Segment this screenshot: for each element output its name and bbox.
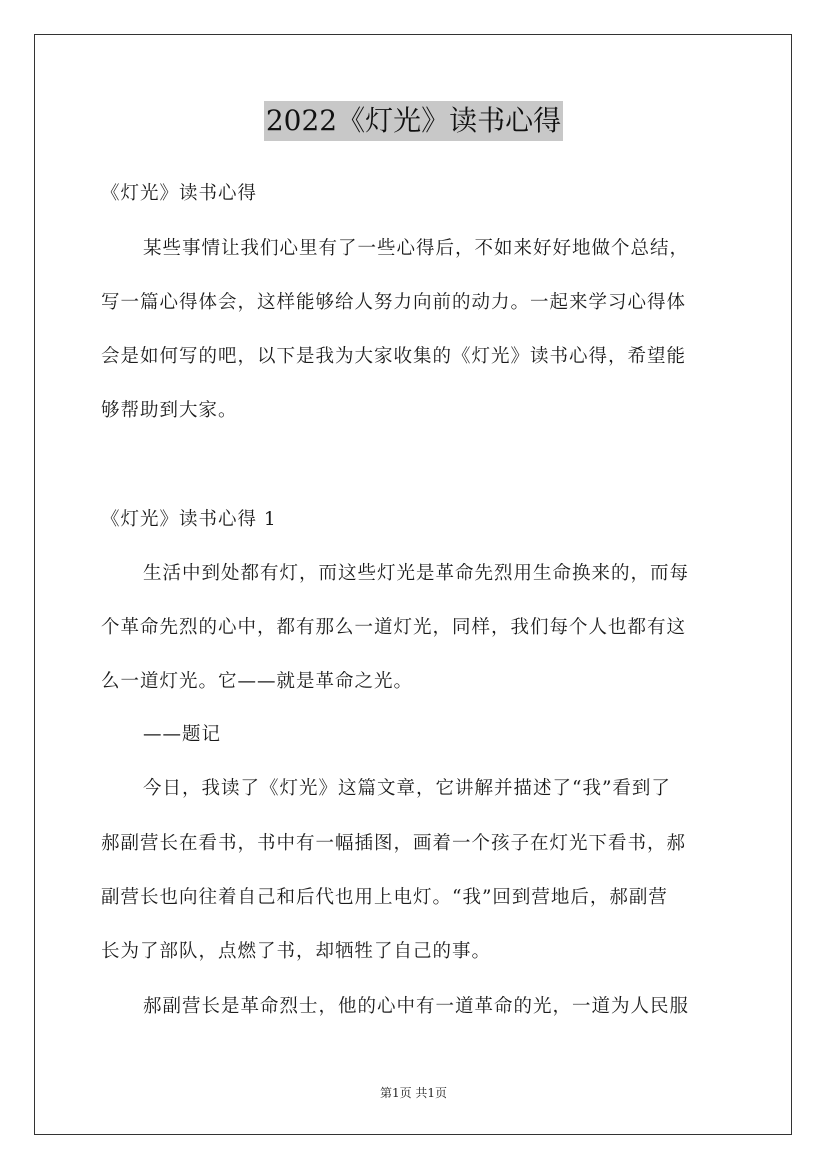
epigraph-line: ——题记	[143, 724, 222, 745]
paragraph-line: 写一篇心得体会，这样能够给人努力向前的动力。一起来学习心得体	[101, 292, 687, 313]
paragraph-line: 个革命先烈的心中，都有那么一道灯光，同样，我们每个人也都有这	[101, 617, 687, 638]
paragraph-line: 么一道灯光。它——就是革命之光。	[101, 671, 414, 692]
page-footer: 第1页 共1页	[379, 1086, 448, 1100]
title-container	[0, 101, 827, 141]
section-heading: 《灯光》读书心得	[101, 183, 258, 204]
paragraph-line: 长为了部队，点燃了书，却牺牲了自己的事。	[101, 941, 492, 962]
paragraph-line: 郝副营长在看书，书中有一幅插图，画着一个孩子在灯光下看书，郝	[101, 833, 687, 854]
paragraph-line: 郝副营长是革命烈士，他的心中有一道革命的光，一道为人民服	[143, 996, 690, 1017]
paragraph-line: 今日，我读了《灯光》这篇文章，它讲解并描述了“我”看到了	[143, 778, 671, 799]
paragraph-line: 生活中到处都有灯，而这些灯光是革命先烈用生命换来的，而每	[143, 563, 690, 584]
paragraph-line: 够帮助到大家。	[101, 400, 238, 421]
section-heading: 《灯光》读书心得 1	[101, 509, 277, 530]
paragraph-line: 某些事情让我们心里有了一些心得后，不如来好好地做个总结，	[143, 238, 690, 259]
paragraph-line: 副营长也向往着自己和后代也用上电灯。“我”回到营地后，郝副营	[101, 887, 668, 908]
document-title: 2022《灯光》读书心得	[264, 101, 563, 141]
paragraph-line: 会是如何写的吧，以下是我为大家收集的《灯光》读书心得，希望能	[101, 346, 687, 367]
